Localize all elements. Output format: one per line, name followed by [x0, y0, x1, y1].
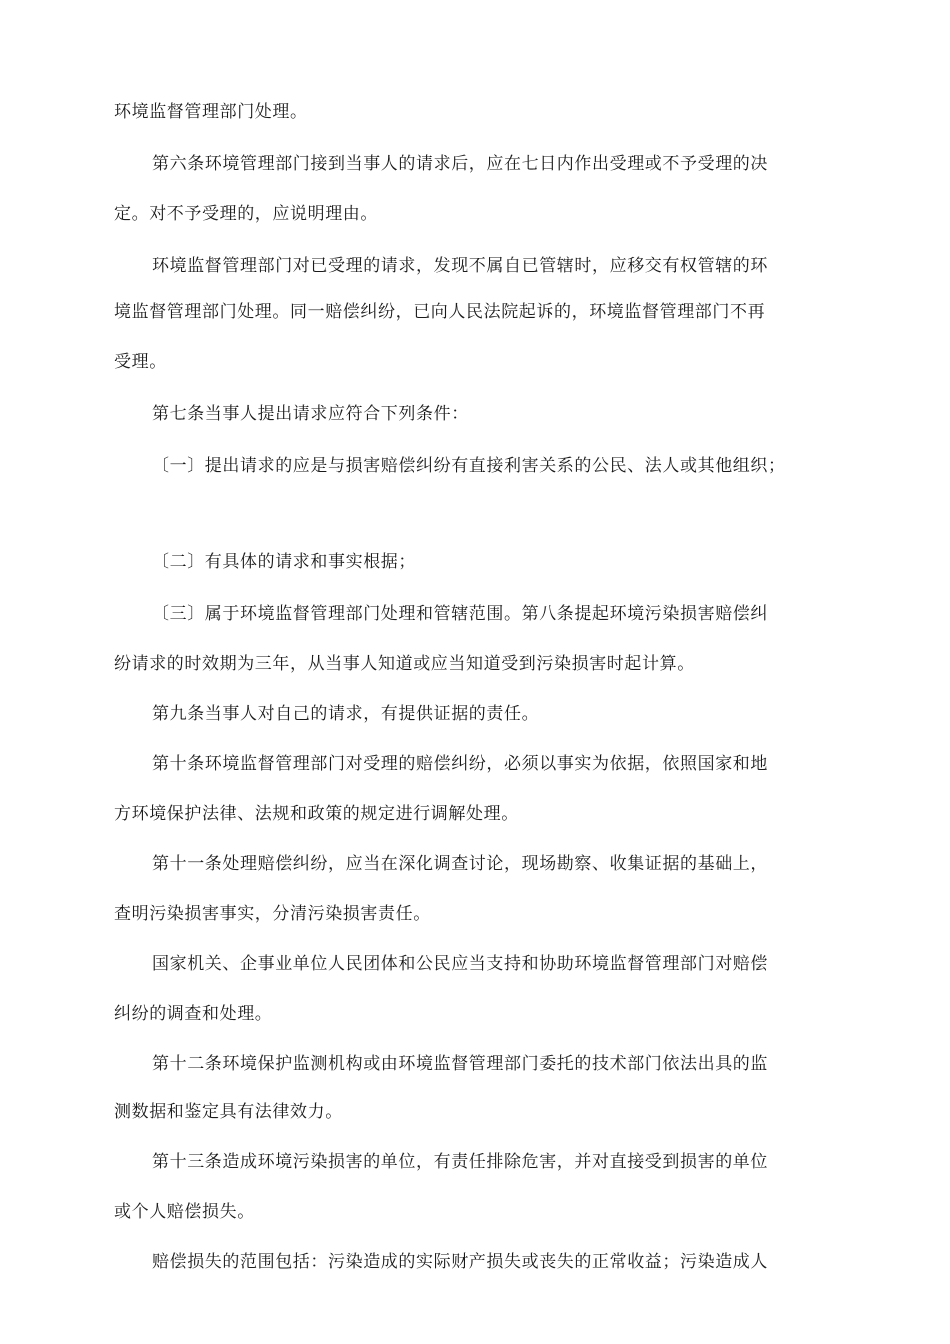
text-line: 第七条当事人提出请求应符合下列条件：: [152, 404, 469, 424]
text-line: 第九条当事人对自己的请求，有提供证据的责任。: [152, 704, 540, 724]
text-line: 第十一条处理赔偿纠纷，应当在深化调查讨论，现场勘察、收集证据的基础上，: [152, 854, 768, 874]
text-line: 第十条环境监督管理部门对受理的赔偿纠纷，必须以事实为依据，依照国家和地: [152, 754, 768, 774]
text-line: 受理。: [114, 352, 167, 372]
text-line: 境监督管理部门处理。同一赔偿纠纷，已向人民法院起诉的，环境监督管理部门不再: [114, 302, 766, 322]
text-line: 方环境保护法律、法规和政策的规定进行调解处理。: [114, 804, 519, 824]
text-line: 第十二条环境保护监测机构或由环境监督管理部门委托的技术部门依法出具的监: [152, 1054, 768, 1074]
text-line: 纠纷的调查和处理。: [114, 1004, 273, 1024]
text-line: 赔偿损失的范围包括：污染造成的实际财产损失或丧失的正常收益；污染造成人: [152, 1252, 768, 1272]
text-line: 国家机关、企事业单位人民团体和公民应当支持和协助环境监督管理部门对赔偿: [152, 954, 768, 974]
text-line: 测数据和鉴定具有法律效力。: [114, 1102, 343, 1122]
text-line: 纷请求的时效期为三年，从当事人知道或应当知道受到污染损害时起计算。: [114, 654, 695, 674]
text-line: 或个人赔偿损失。: [114, 1202, 255, 1222]
text-line: 第十三条造成环境污染损害的单位，有责任排除危害，并对直接受到损害的单位: [152, 1152, 768, 1172]
text-line: 〔三〕属于环境监督管理部门处理和管辖范围。第八条提起环境污染损害赔偿纠: [152, 604, 768, 624]
text-line: 环境监督管理部门对已受理的请求，发现不属自已管辖时，应移交有权管辖的环: [152, 256, 768, 276]
text-line: 〔一〕提出请求的应是与损害赔偿纠纷有直接利害关系的公民、法人或其他组织；: [152, 456, 786, 476]
text-line: 查明污染损害事实，分清污染损害责任。: [114, 904, 431, 924]
text-line: 环境监督管理部门处理。: [114, 102, 308, 122]
text-line: 第六条环境管理部门接到当事人的请求后，应在七日内作出受理或不予受理的决: [152, 154, 768, 174]
text-line: 〔二〕有具体的请求和事实根据；: [152, 552, 416, 572]
text-line: 定。对不予受理的，应说明理由。: [114, 204, 378, 224]
